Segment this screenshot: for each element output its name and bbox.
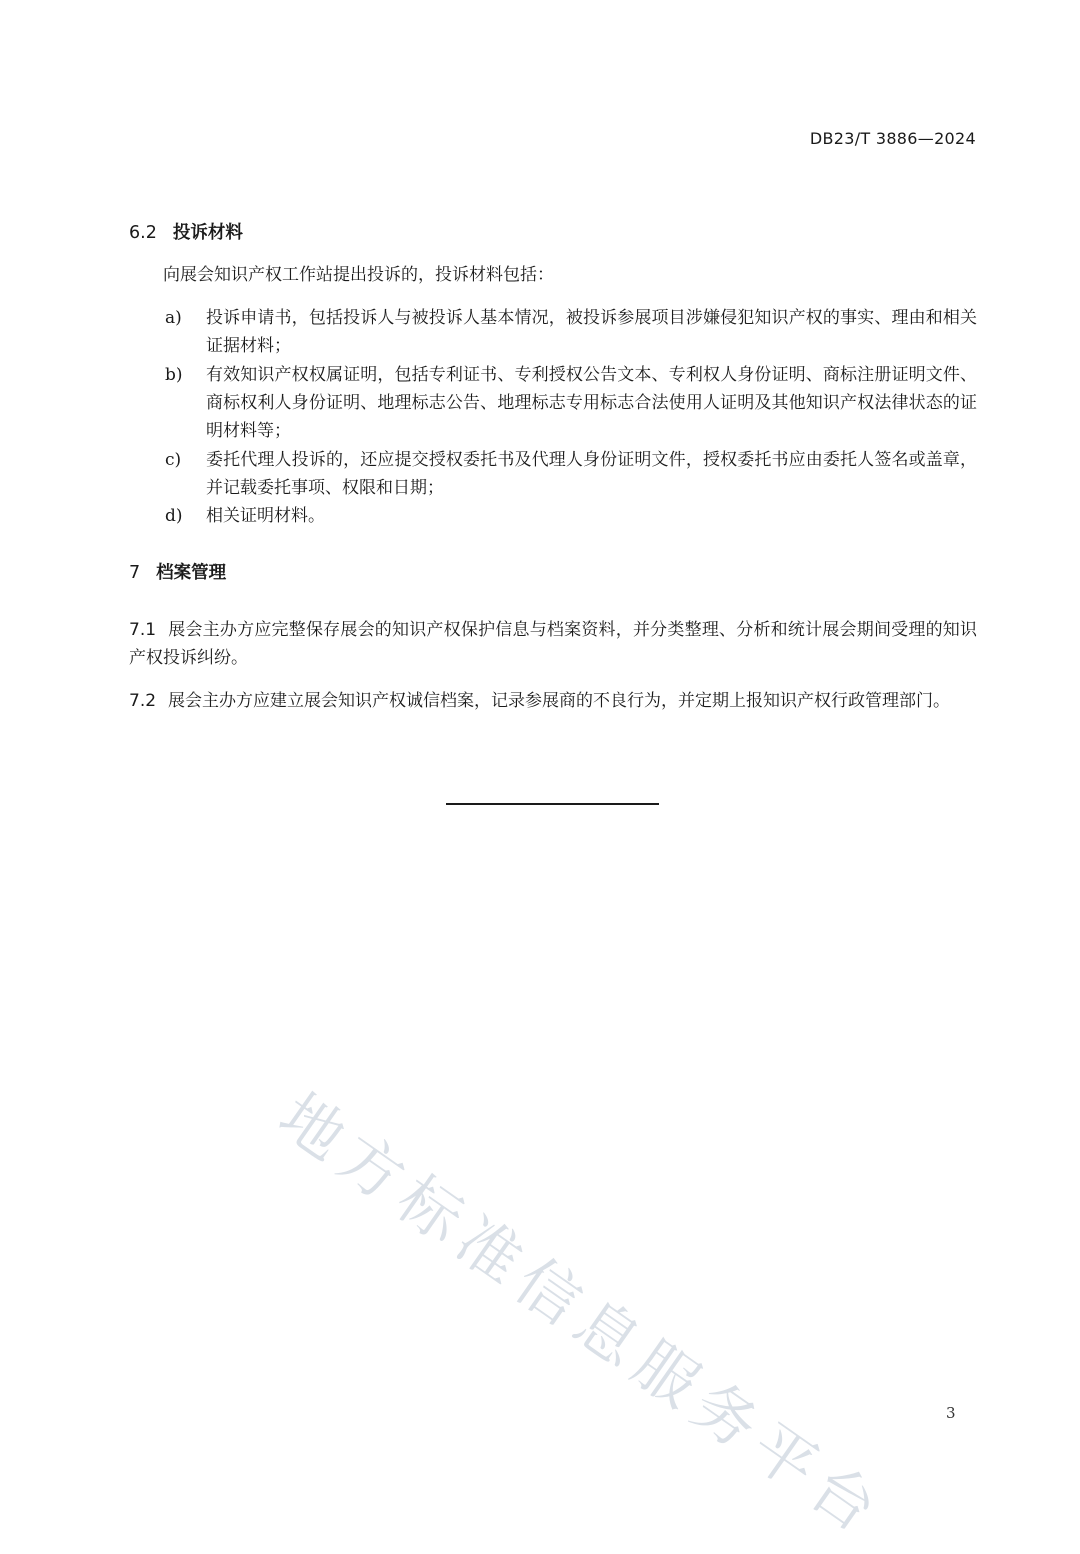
- list-marker: a): [165, 308, 182, 328]
- list-item-text: 有效知识产权权属证明，包括专利证书、专利授权公告文本、专利权人身份证明、商标注册证明文件、商标权利人身份证明、地理标志公告、地理标志专用标志合法使用人证明及其他知识产权法律状态的证明材料等；: [206, 365, 977, 441]
- section-7-number: 7: [129, 563, 141, 583]
- standard-code: DB23/T 3886—2024: [809, 129, 976, 148]
- list-item-d: [165, 502, 977, 530]
- list-item-text: 相关证明材料。: [206, 506, 325, 526]
- watermark: 地方标准信息服务平台: [266, 1078, 898, 1552]
- section-7-title: 档案管理: [156, 563, 227, 583]
- list-item-text: 委托代理人投诉的，还应提交授权委托书及代理人身份证明文件，授权委托书应由委托人签名或盖章，并记载委托事项、权限和日期；: [206, 450, 977, 498]
- section-7-heading: [129, 559, 226, 587]
- list-item-text: 投诉申请书，包括投诉人与被投诉人基本情况，被投诉参展项目涉嫌侵犯知识产权的事实、理由和相关证据材料；: [206, 308, 977, 356]
- clause-7-2-text: 展会主办方应建立展会知识产权诚信档案，记录参展商的不良行为，并定期上报知识产权行政管理部门。: [168, 691, 951, 711]
- list-item-b: [165, 361, 977, 445]
- end-rule: [446, 803, 659, 805]
- clause-7-1-number: 7.1: [129, 620, 157, 640]
- list-item-c: [165, 446, 977, 502]
- section-6-2-number: 6.2: [129, 223, 157, 243]
- section-6-2-intro: 向展会知识产权工作站提出投诉的，投诉材料包括：: [163, 265, 554, 285]
- list-marker: c): [165, 450, 182, 470]
- section-6-2-heading: [129, 219, 243, 247]
- list-item-a: [165, 304, 977, 360]
- list-marker: d): [165, 506, 183, 526]
- clause-7-2: [129, 687, 977, 715]
- clause-7-2-number: 7.2: [129, 691, 157, 711]
- list-marker: b): [165, 365, 183, 385]
- section-6-2-title: 投诉材料: [172, 223, 243, 243]
- clause-7-1: [129, 616, 977, 672]
- clause-7-1-text: 展会主办方应完整保存展会的知识产权保护信息与档案资料，并分类整理、分析和统计展会期间受理的知识产权投诉纠纷。: [129, 620, 977, 668]
- page-number: 3: [946, 1404, 956, 1422]
